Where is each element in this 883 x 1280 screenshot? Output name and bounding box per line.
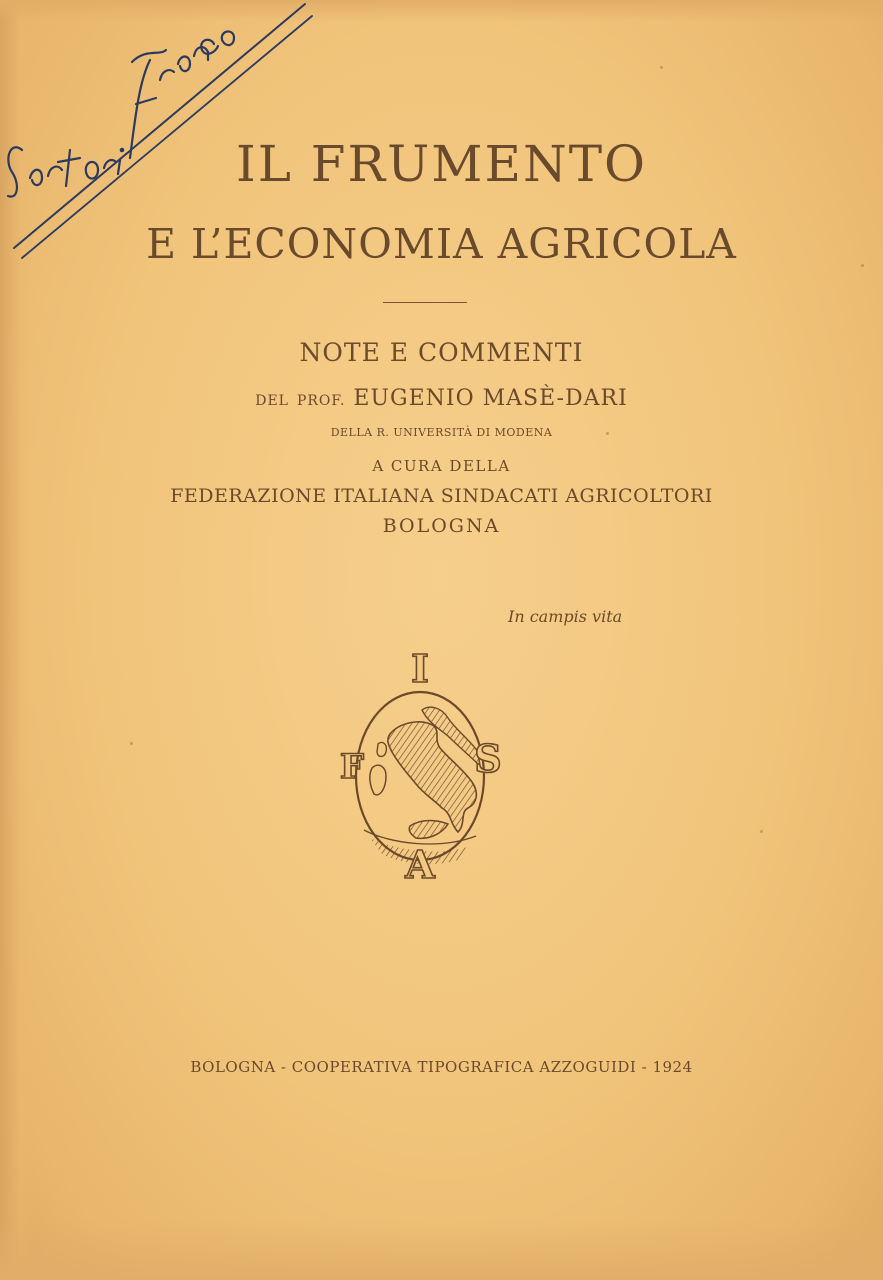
editor-organization: FEDERAZIONE ITALIANA SINDACATI AGRICOLTORI: [170, 485, 713, 507]
author-name: EUGENIO MASÈ-DARI: [353, 386, 628, 411]
author-prefix: DEL: [255, 393, 289, 409]
title-line-1: IL FRUMENTO: [235, 135, 648, 193]
paper-speck: [760, 830, 763, 833]
paper-speck: [606, 432, 609, 435]
title-line-2: E L’ECONOMIA AGRICOLA: [146, 220, 737, 268]
university-affiliation: DELLA R. UNIVERSITÀ DI MODENA: [330, 426, 553, 439]
author-line: [0, 386, 883, 411]
paper-speck: [660, 66, 663, 69]
emblem-letter-s: S: [474, 736, 502, 781]
editor-city: BOLOGNA: [382, 515, 501, 537]
emblem-letter-f: F: [339, 747, 365, 787]
subtitle: NOTE E COMMENTI: [299, 338, 584, 367]
paper-bottom-edge-shadow: [0, 1220, 883, 1280]
author-title: PROF.: [296, 393, 346, 409]
emblem-letter-a: A: [405, 842, 435, 884]
italy-map-emblem-icon: [330, 648, 510, 884]
title-divider: [383, 302, 467, 303]
motto: In campis vita: [508, 607, 623, 626]
emblem-letter-i: I: [411, 648, 429, 691]
paper-speck: [861, 264, 864, 267]
publisher-imprint: BOLOGNA - COOPERATIVA TIPOGRAFICA AZZOGUIDI - 1924: [190, 1058, 693, 1076]
paper-speck: [130, 742, 133, 745]
editor-intro: A CURA DELLA: [372, 457, 511, 475]
